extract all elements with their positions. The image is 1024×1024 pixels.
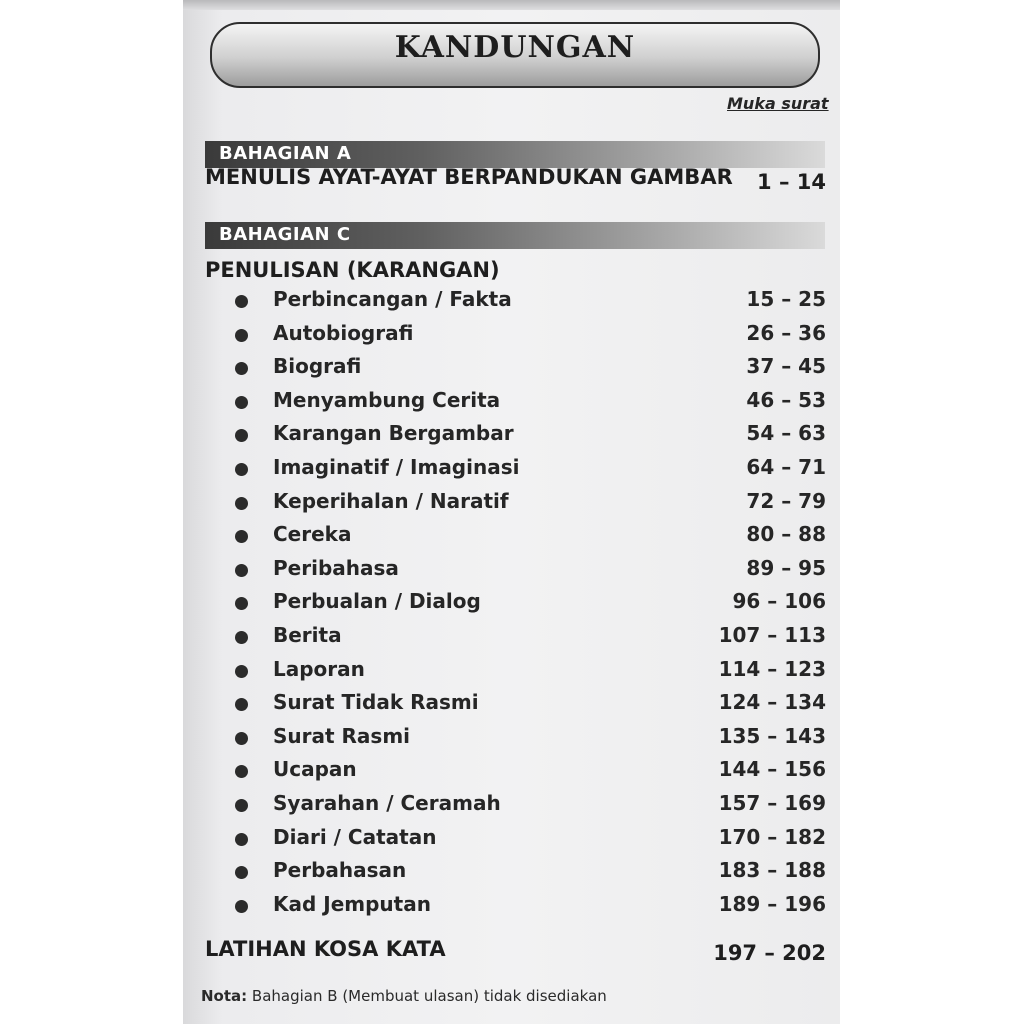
- section-a-range: 1 – 14: [757, 170, 826, 194]
- toc-item: [183, 455, 840, 485]
- page-top-shadow: [183, 0, 840, 10]
- toc-item: [183, 321, 840, 351]
- footnote-text: Bahagian B (Membuat ulasan) tidak disediakan: [247, 987, 607, 1005]
- toc-item-range: 189 – 196: [718, 891, 826, 916]
- toc-item-range: 144 – 156: [718, 757, 826, 782]
- toc-item-label: Ucapan: [273, 757, 357, 782]
- toc-item-range: 114 – 123: [718, 656, 826, 681]
- toc-item: [183, 589, 840, 619]
- toc-item: [183, 354, 840, 384]
- bullet-icon: [235, 362, 248, 375]
- bullet-icon: [235, 698, 248, 711]
- toc-item-range: 72 – 79: [746, 488, 826, 513]
- bullet-icon: [235, 463, 248, 476]
- toc-item-range: 15 – 25: [746, 287, 826, 311]
- toc-item-label: Cereka: [273, 522, 352, 547]
- bullet-icon: [235, 833, 248, 846]
- toc-item-label: Karangan Bergambar: [273, 421, 514, 446]
- latihan-heading: LATIHAN KOSA KATA: [205, 937, 446, 961]
- toc-item-range: 64 – 71: [746, 455, 826, 479]
- toc-item: [183, 791, 840, 821]
- toc-item-range: 80 – 88: [746, 522, 826, 547]
- toc-item-label: Perbualan / Dialog: [273, 589, 481, 614]
- section-c-bar: [205, 222, 825, 249]
- toc-item-label: Perbahasan: [273, 858, 407, 883]
- title-banner: [210, 22, 820, 88]
- toc-item-label: Biografi: [273, 354, 362, 379]
- toc-item-label: Berita: [273, 623, 342, 647]
- toc-item-label: Surat Rasmi: [273, 723, 411, 748]
- toc-item-range: 135 – 143: [718, 723, 826, 748]
- section-c-label: BAHAGIAN C: [219, 224, 351, 245]
- bullet-icon: [235, 799, 248, 812]
- toc-item-label: Surat Tidak Rasmi: [273, 690, 479, 715]
- toc-item: [183, 421, 840, 451]
- section-c-heading: PENULISAN (KARANGAN): [205, 258, 500, 282]
- toc-item-range: 96 – 106: [732, 589, 826, 614]
- toc-item: [183, 657, 840, 687]
- footnote: [201, 987, 607, 1005]
- toc-item-label: Perbincangan / Fakta: [273, 287, 512, 311]
- latihan-range: 197 – 202: [713, 941, 826, 965]
- toc-item-label: Laporan: [273, 656, 365, 681]
- toc-item-range: 157 – 169: [718, 791, 826, 815]
- toc-item-label: Keperihalan / Naratif: [273, 488, 509, 513]
- toc-item-label: Syarahan / Ceramah: [273, 791, 501, 815]
- bullet-icon: [235, 396, 248, 409]
- toc-item-label: Imaginatif / Imaginasi: [273, 455, 520, 479]
- toc-item: [183, 522, 840, 552]
- book-page: [183, 0, 840, 1024]
- bullet-icon: [235, 665, 248, 678]
- toc-item: [183, 858, 840, 888]
- toc-item-range: 37 – 45: [746, 354, 826, 379]
- toc-item-range: 183 – 188: [718, 858, 826, 883]
- toc-item-label: Peribahasa: [273, 555, 399, 580]
- toc-item: [183, 724, 840, 754]
- bullet-icon: [235, 429, 248, 442]
- toc-item-range: 124 – 134: [718, 690, 826, 715]
- bullet-icon: [235, 530, 248, 543]
- bullet-icon: [235, 631, 248, 644]
- section-a-heading: MENULIS AYAT-AYAT BERPANDUKAN GAMBAR: [205, 165, 733, 189]
- bullet-icon: [235, 497, 248, 510]
- toc-item: [183, 690, 840, 720]
- bullet-icon: [235, 564, 248, 577]
- toc-item: [183, 757, 840, 787]
- page-number-header: Muka surat: [727, 94, 829, 113]
- toc-item: [183, 556, 840, 586]
- footnote-label: Nota:: [201, 987, 248, 1005]
- bullet-icon: [235, 295, 248, 308]
- bullet-icon: [235, 866, 248, 879]
- page-title: KANDUNGAN: [394, 30, 636, 65]
- toc-item-range: 170 – 182: [718, 824, 826, 849]
- toc-item: [183, 623, 840, 653]
- bullet-icon: [235, 329, 248, 342]
- toc-item-label: Autobiografi: [273, 320, 414, 345]
- toc-item-label: Diari / Catatan: [273, 824, 437, 849]
- toc-item: [183, 892, 840, 922]
- bullet-icon: [235, 732, 248, 745]
- toc-item: [183, 287, 840, 317]
- section-a-bar: [205, 141, 825, 168]
- toc-item-range: 89 – 95: [746, 555, 826, 580]
- bullet-icon: [235, 765, 248, 778]
- toc-item-range: 26 – 36: [746, 320, 826, 345]
- toc-item: [183, 388, 840, 418]
- toc-item: [183, 825, 840, 855]
- toc-item-label: Menyambung Cerita: [273, 387, 501, 412]
- toc-item-range: 107 – 113: [718, 623, 826, 647]
- toc-item: [183, 489, 840, 519]
- toc-item-range: 46 – 53: [746, 387, 826, 412]
- section-a-label: BAHAGIAN A: [219, 143, 352, 164]
- toc-item-range: 54 – 63: [746, 421, 826, 446]
- bullet-icon: [235, 900, 248, 913]
- toc-item-label: Kad Jemputan: [273, 891, 431, 916]
- bullet-icon: [235, 597, 248, 610]
